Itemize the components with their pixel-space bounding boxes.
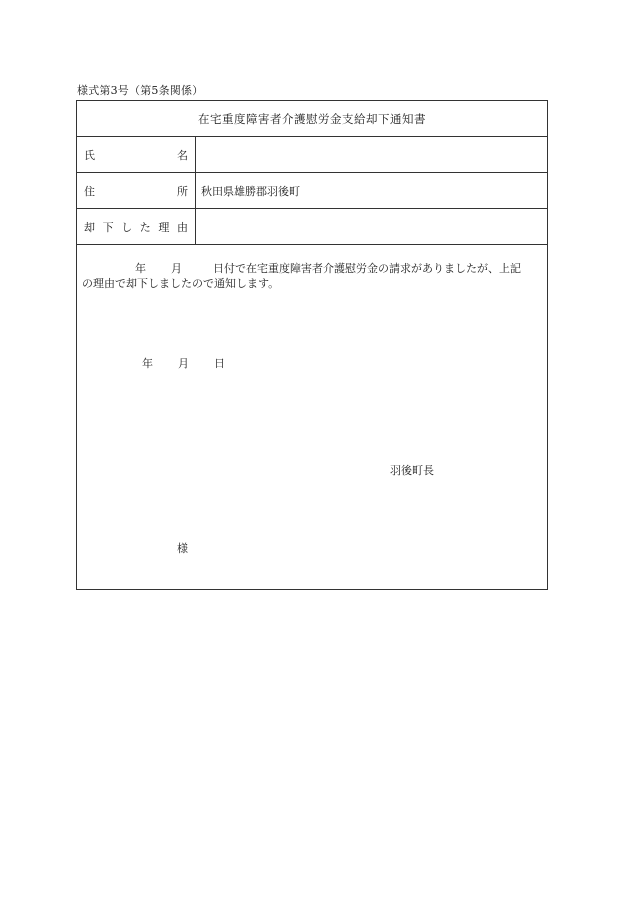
field-label-name: 氏 名	[77, 137, 196, 172]
field-row-reason	[77, 209, 547, 245]
field-row-name	[77, 137, 547, 173]
signer-title: 羽後町長	[390, 464, 434, 477]
body-year: 年	[135, 262, 146, 275]
date-year: 年	[142, 357, 153, 370]
field-label-address: 住 所	[77, 173, 196, 208]
notice-body-line-2: の理由で却下しましたので通知します。	[82, 277, 280, 290]
recipient-honorific: 様	[177, 542, 188, 555]
body-month: 月	[171, 262, 182, 275]
field-value-reason[interactable]	[201, 209, 547, 244]
field-value-address[interactable]: 秋田県雄勝郡羽後町	[201, 184, 300, 198]
field-row-address	[77, 173, 547, 209]
form-number-label: 様式第3号（第5条関係）	[77, 84, 204, 97]
field-label-reason: 却 下 し た 理 由	[77, 209, 196, 244]
notice-form	[76, 100, 548, 590]
form-title: 在宅重度障害者介護慰労金支給却下通知書	[77, 101, 547, 137]
field-value-name[interactable]	[201, 137, 547, 172]
date-month: 月	[178, 357, 189, 370]
body-day-text: 日付で在宅重度障害者介護慰労金の請求がありましたが、上記	[213, 262, 521, 275]
notice-body	[82, 261, 541, 291]
date-day: 日	[214, 357, 225, 370]
notice-body-line-1	[82, 261, 541, 276]
